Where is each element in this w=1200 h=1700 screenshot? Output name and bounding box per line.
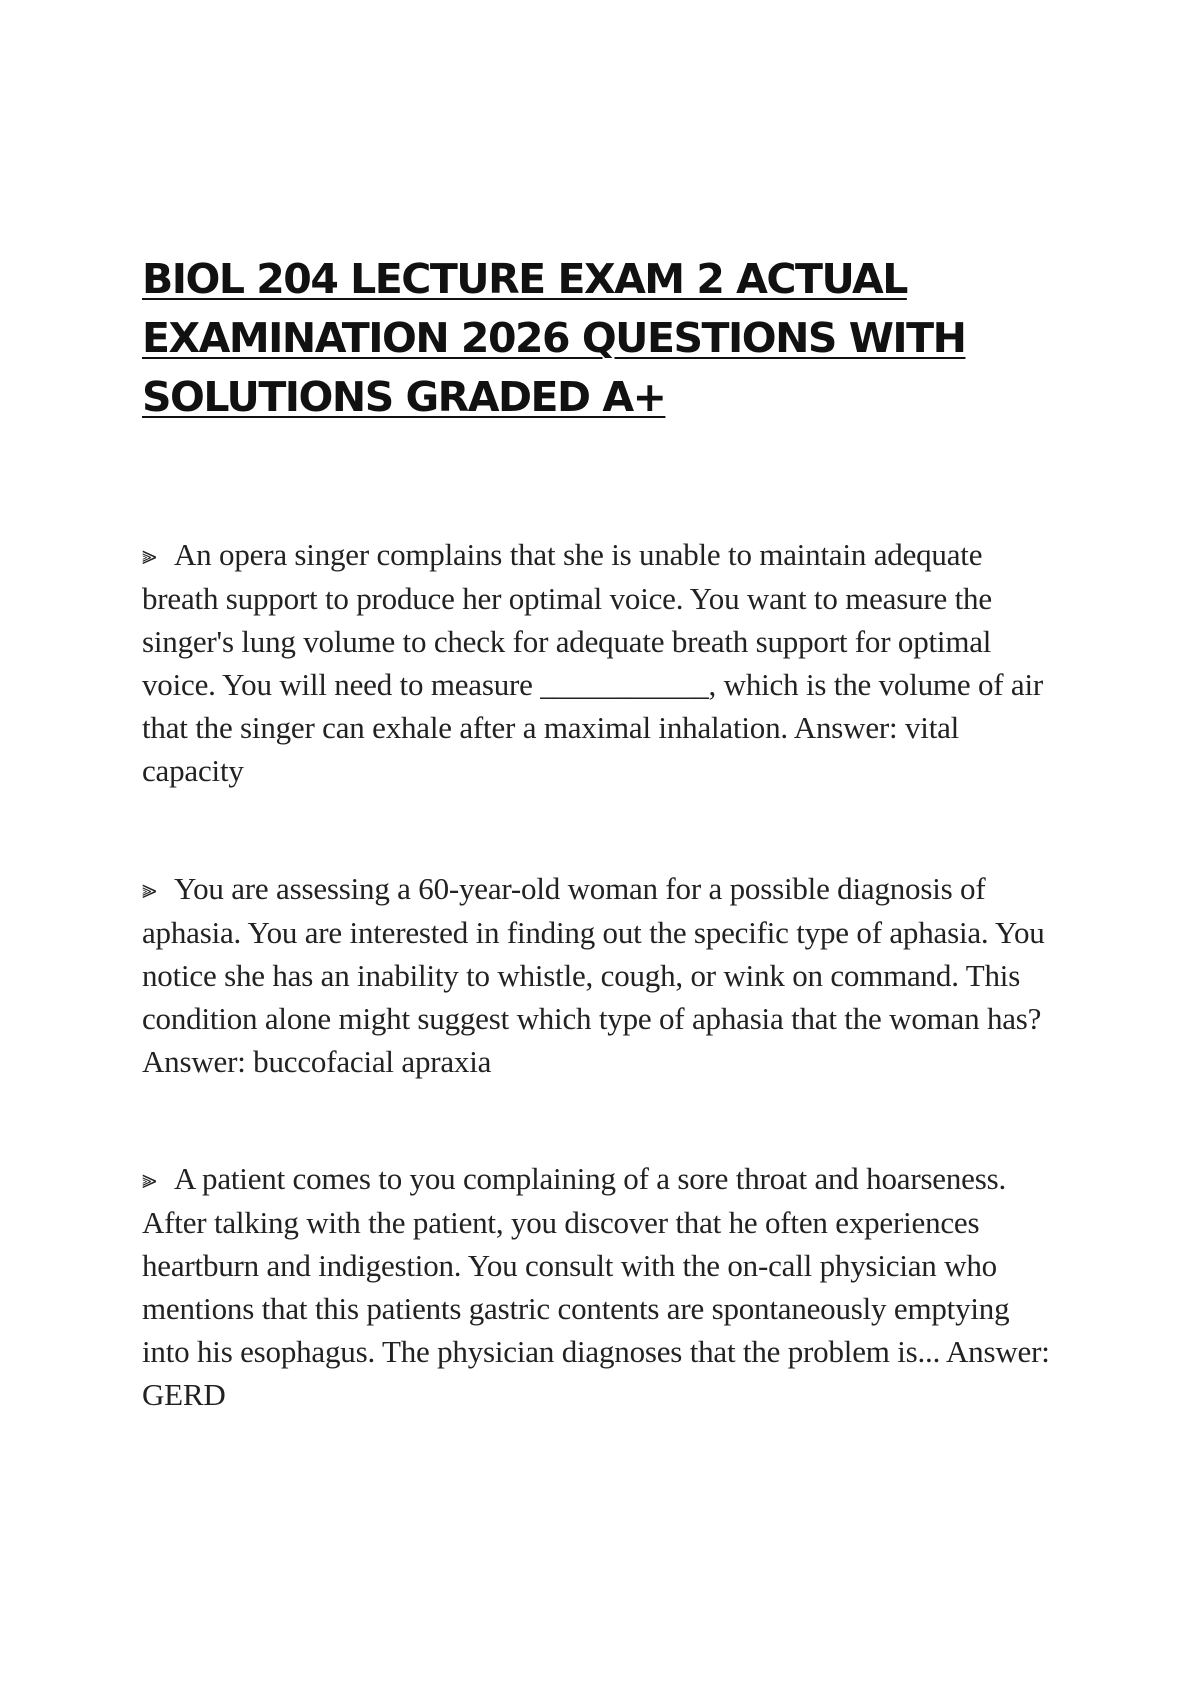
arrow-bullet-icon: ⫸ — [142, 875, 157, 904]
document-title: BIOL 204 LECTURE EXAM 2 ACTUAL EXAMINATION 2026 QUESTIONS WITH SOLUTIONS GRADED A+ — [142, 255, 966, 421]
arrow-bullet-icon: ⫸ — [142, 1165, 157, 1194]
arrow-bullet-icon: ⫸ — [142, 541, 157, 570]
question-text: An opera singer complains that she is unable to maintain adequate breath support to produce her optimal voice. You want to measure the singer's lung volume to check for adequate breath support for optimal voice. You will need to measure ___________, which is the volume of air that the singer can exhale after a maximal inhalation. Answer: vital capacity — [142, 537, 1044, 788]
question-item — [142, 1157, 1062, 1416]
question-text: You are assessing a 60-year-old woman for a possible diagnosis of aphasia. You are interested in finding out the specific type of aphasia. You notice she has an inability to whistle, cough, or wink on command. This condition alone might suggest which type of aphasia that the woman has? Answer: buccofacial apraxia — [142, 871, 1045, 1079]
question-item — [142, 867, 1062, 1083]
question-text: A patient comes to you complaining of a sore throat and hoarseness. After talking with the patient, you discover that he often experiences heartburn and indigestion. You consult with the on-call physician who mentions that this patients gastric contents are spontaneously emptying into his esophagus. The physician diagnoses that the problem is... Answer: GERD — [142, 1161, 1050, 1412]
question-item — [142, 533, 1062, 792]
